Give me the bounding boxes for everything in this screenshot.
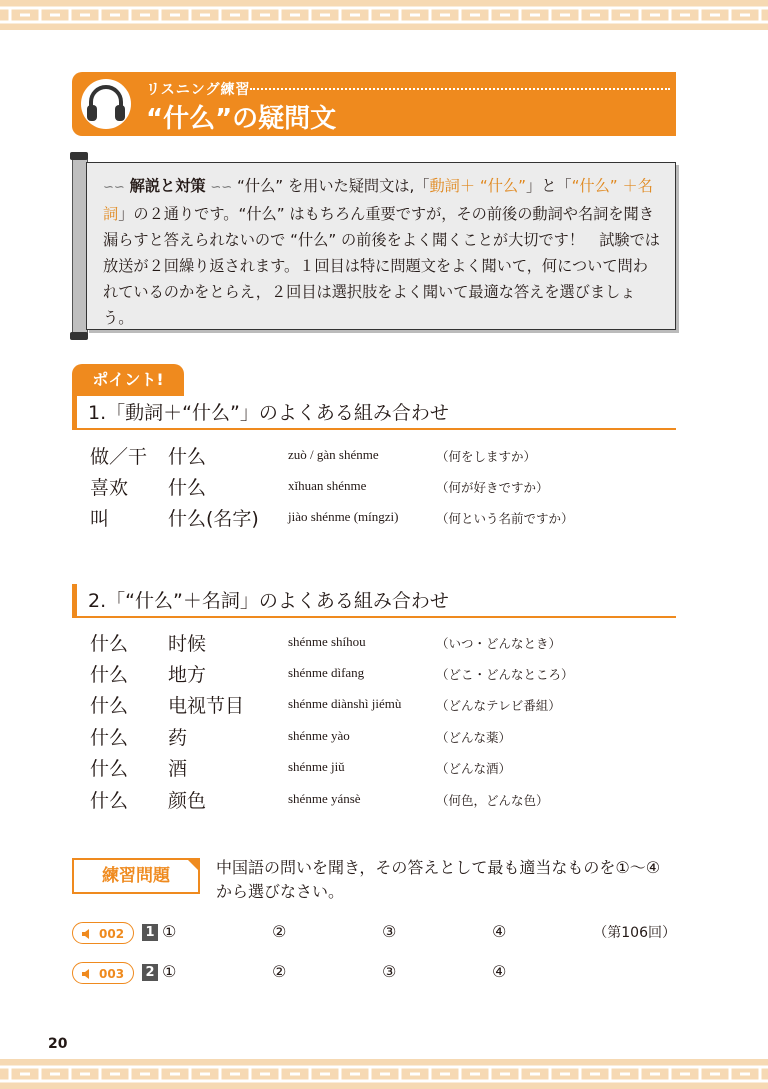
vocab-row xyxy=(90,442,690,472)
dotted-divider xyxy=(250,88,670,90)
heading-accent-bar xyxy=(72,584,77,616)
track-number: 002 xyxy=(99,927,125,941)
explanation-box xyxy=(86,162,676,330)
top-lattice-border xyxy=(0,0,768,30)
vocab-pinyin: shénme yánsè xyxy=(288,791,361,806)
section-kicker: リスニング練習 xyxy=(146,82,251,98)
vocab-word1: 什么 xyxy=(90,695,129,717)
vocab-verb: 做／干 xyxy=(90,446,148,468)
cloud-icon: ∽∽ xyxy=(103,180,125,195)
speaker-icon xyxy=(81,968,93,980)
vocab-translation: （何をしますか） xyxy=(436,449,537,464)
vocab-word1: 什么 xyxy=(90,727,129,749)
vocab-row xyxy=(90,473,690,503)
speaker-icon xyxy=(81,928,93,940)
heading-accent-bar xyxy=(72,396,77,428)
vocab-word2: 地方 xyxy=(168,664,207,686)
vocab-translation: （何という名前ですか） xyxy=(436,511,574,526)
track-number: 003 xyxy=(99,967,125,981)
vocab-word2: 时候 xyxy=(168,633,207,655)
vocab-pinyin: shénme diànshì jiémù xyxy=(288,696,402,711)
page-number: 20 xyxy=(48,1036,68,1052)
vocab-translation: （どんなテレビ番組） xyxy=(436,698,561,713)
highlight-verb-pattern: 動詞＋ “什么” xyxy=(429,177,526,195)
section1-heading xyxy=(72,396,676,430)
section1-heading-text: 1.「動詞＋“什么”」のよくある組み合わせ xyxy=(88,402,449,424)
section2-heading-text: 2.「“什么”＋名詞」のよくある組み合わせ xyxy=(88,590,449,612)
vocab-object: 什么 xyxy=(168,477,207,499)
exercise-instruction: 中国語の問いを聞き，その答えとして最も適当なものを①～④から選びなさい。 xyxy=(216,858,661,901)
explanation-part3: 」の２通りです。“什么” はもちろん重要ですが，その前後の動詞や名詞を聞き漏らすと答えられないので “什么” の前後をよく聞くことが大切です！ 試験では放送が２回繰り返されます。１回目は特に問題文をよく聞いて，何について問われているのかをとらえ，２回目は選択肢をよく聞いて最適な答えを選びましょう。 xyxy=(103,205,660,327)
answer-option[interactable]: ① xyxy=(162,922,177,941)
cloud-icon: ∽∽ xyxy=(210,180,233,195)
answer-option[interactable]: ② xyxy=(272,962,287,981)
vocab-word2: 药 xyxy=(168,727,188,749)
vocab-word1: 什么 xyxy=(90,664,129,686)
vocab-translation: （どこ・どんなところ） xyxy=(436,667,574,682)
vocab-translation: （どんな薬） xyxy=(436,730,512,745)
vocab-object: 什么 xyxy=(168,446,207,468)
vocab-row xyxy=(90,629,690,659)
vocab-translation: （何色，どんな色） xyxy=(436,793,549,808)
question-row xyxy=(72,922,676,948)
vocab-pinyin: zuò / gàn shénme xyxy=(288,447,379,462)
exam-source: （第106回） xyxy=(593,925,676,941)
audio-track-button[interactable] xyxy=(72,922,134,944)
vocab-verb: 喜欢 xyxy=(90,477,129,499)
vocab-pinyin: shénme jiǔ xyxy=(288,759,345,774)
vocab-row xyxy=(90,754,690,784)
answer-option[interactable]: ③ xyxy=(382,922,397,941)
explanation-label: 解説と対策 xyxy=(129,177,206,195)
vocab-word2: 颜色 xyxy=(168,790,207,812)
vocab-translation: （何が好きですか） xyxy=(436,480,549,495)
point-tab: ポイント! xyxy=(72,364,184,396)
headphones-icon xyxy=(80,78,132,130)
question-row xyxy=(72,962,676,988)
vocab-pinyin: shénme shíhou xyxy=(288,634,366,649)
vocab-verb: 叫 xyxy=(90,508,110,530)
question-number: 1 xyxy=(142,924,158,941)
audio-track-button[interactable] xyxy=(72,962,134,984)
vocab-object: 什么(名字) xyxy=(168,508,259,530)
answer-option[interactable]: ④ xyxy=(492,922,507,941)
vocab-pinyin: shénme dìfang xyxy=(288,665,365,680)
answer-option[interactable]: ② xyxy=(272,922,287,941)
vocab-pinyin: xǐhuan shénme xyxy=(288,478,367,493)
exercise-label: 練習問題 xyxy=(72,858,200,894)
vocab-translation: （どんな酒） xyxy=(436,761,512,776)
vocab-row xyxy=(90,723,690,753)
answer-option[interactable]: ④ xyxy=(492,962,507,981)
vocab-word2: 电视节目 xyxy=(168,695,245,717)
vocab-word1: 什么 xyxy=(90,758,129,780)
vocab-row xyxy=(90,660,690,690)
bottom-lattice-border xyxy=(0,1059,768,1089)
vocab-pinyin: shénme yào xyxy=(288,728,350,743)
vocab-word1: 什么 xyxy=(90,633,129,655)
vocab-translation: （いつ・どんなとき） xyxy=(436,636,562,651)
vocab-row xyxy=(90,691,690,721)
page-title: “什么”の疑問文 xyxy=(146,104,337,134)
vocab-row xyxy=(90,786,690,816)
section-title-bar xyxy=(72,72,676,136)
section2-heading xyxy=(72,584,676,618)
explanation-text xyxy=(103,173,663,331)
vocab-word1: 什么 xyxy=(90,790,129,812)
explanation-part2: 」と「 xyxy=(526,177,572,195)
highlight-noun-pattern: “什么” ＋名詞 xyxy=(103,177,653,223)
explanation-part1: “什么” を用いた疑問文は,「 xyxy=(237,177,430,195)
vocab-row xyxy=(90,504,690,534)
answer-option[interactable]: ③ xyxy=(382,962,397,981)
answer-option[interactable]: ① xyxy=(162,962,177,981)
vocab-pinyin: jiào shénme (míngzi) xyxy=(288,509,399,524)
vocab-word2: 酒 xyxy=(168,758,188,780)
question-number: 2 xyxy=(142,964,158,981)
